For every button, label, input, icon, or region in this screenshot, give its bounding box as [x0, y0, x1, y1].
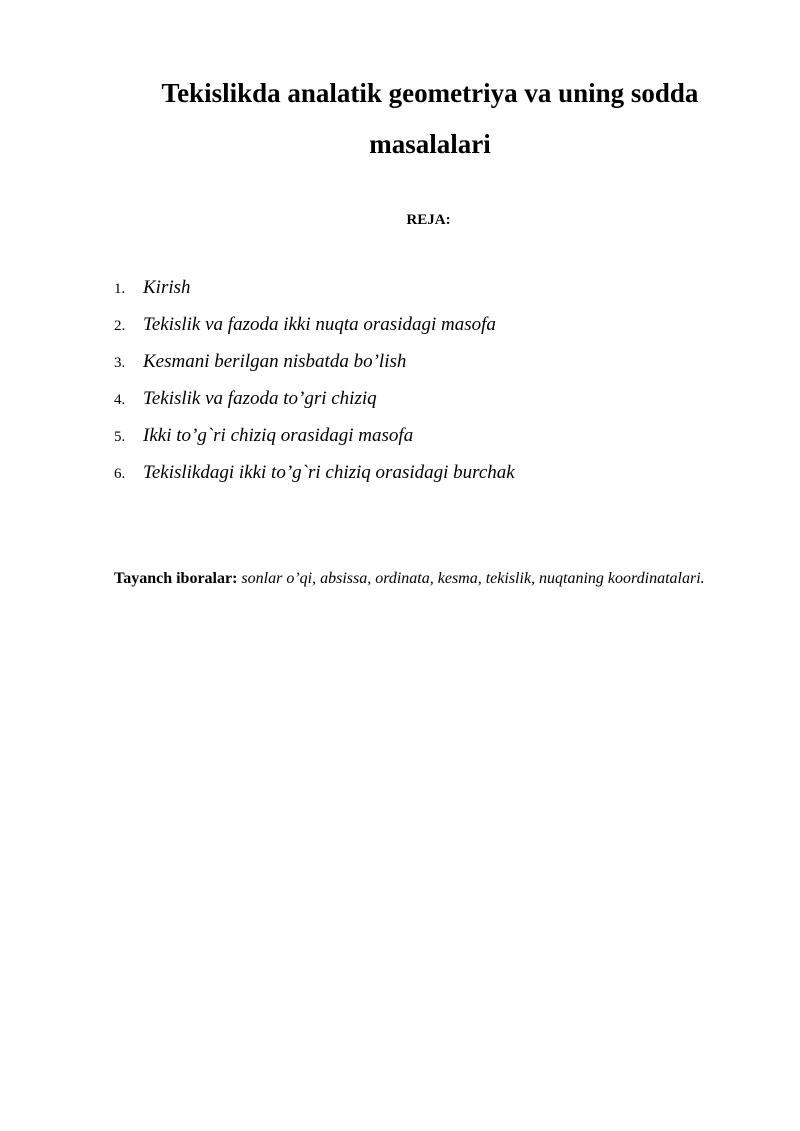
plan-item-text: Tekislik va fazoda ikki nuqta orasidagi masofa [143, 314, 496, 335]
keywords-text: sonlar o’qi, absissa, ordinata, kesma, tekislik, nuqtaning koordinatalari. [237, 570, 705, 587]
plan-item [114, 349, 406, 375]
plan-item [114, 312, 496, 338]
keywords-paragraph [114, 562, 714, 596]
plan-item-number: 3. [114, 355, 126, 371]
plan-item-text: Ikki to’g`ri chiziq orasidagi masofa [143, 425, 414, 446]
plan-item [114, 423, 413, 449]
keywords-label: Tayanch iboralar: [114, 570, 238, 587]
plan-item [114, 386, 377, 412]
plan-item-text: Tekislik va fazoda to’gri chiziq [143, 388, 377, 409]
plan-item-number: 6. [114, 466, 126, 482]
plan-item-number: 5. [114, 429, 126, 445]
plan-item-text: Tekislikdagi ikki to’g`ri chiziq orasidagi burchak [143, 462, 515, 483]
plan-item [114, 460, 515, 486]
plan-item-number: 1. [114, 281, 126, 297]
plan-item-number: 2. [114, 318, 126, 334]
page-title-line-1: Tekislikda analatik geometriya va uning sodda [161, 78, 699, 108]
plan-heading: REJA: [406, 212, 451, 228]
plan-item [114, 275, 191, 301]
plan-item-number: 4. [114, 392, 126, 408]
page-title-line-2: masalalari [369, 129, 491, 159]
plan-item-text: Kesmani berilgan nisbatda bo’lish [143, 351, 407, 372]
plan-item-text: Kirish [143, 277, 191, 298]
